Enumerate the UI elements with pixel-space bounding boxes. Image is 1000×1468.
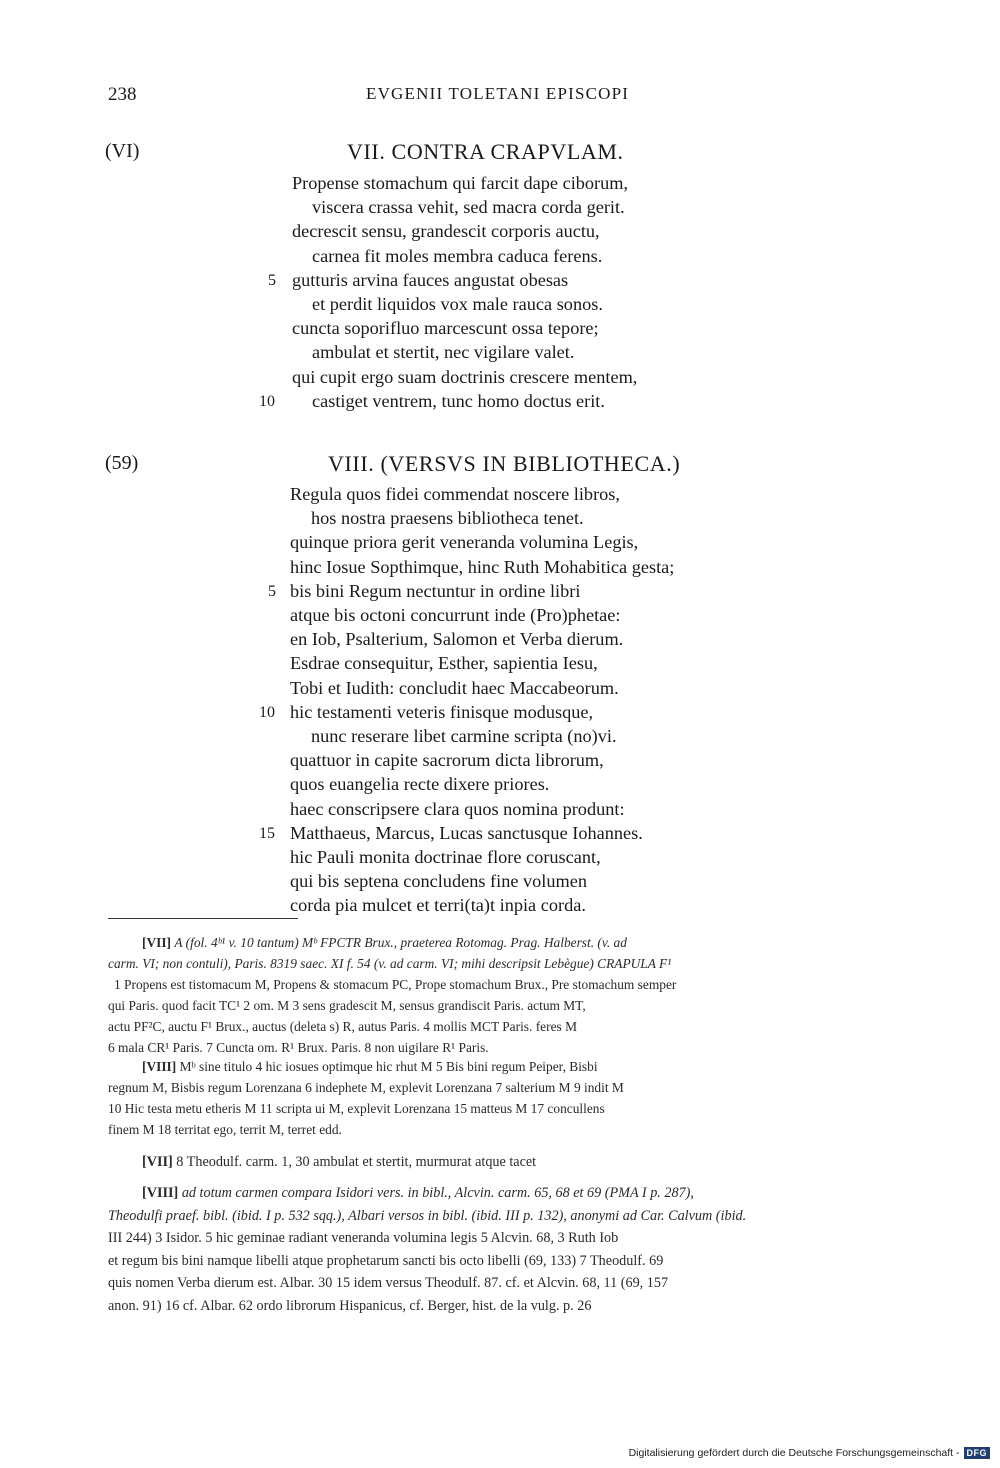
- verse-text: Tobi et Iudith: concludit haec Maccabeorum.: [290, 677, 619, 698]
- verse-text: decrescit sensu, grandescit corporis auctu,: [292, 221, 600, 242]
- verse-viii-line: [311, 726, 617, 747]
- apparatus-line: qui Paris. quod facit TC¹ 2 om. M 3 sens gradescit M, sensus grandiscit Paris. actum MT,: [108, 998, 586, 1013]
- verse-vii-line: [312, 391, 605, 412]
- section-vii-title: VII. CONTRA CRAPVLAM.: [347, 139, 624, 164]
- line-number: 10: [259, 392, 275, 410]
- verse-text: hic Pauli monita doctrinae flore coruscant,: [290, 847, 601, 867]
- testimonia-line: ad totum carmen compara Isidori vers. in bibl., Alcvin. carm. 65, 68 et 69 (PMA I p. 287),: [181, 1185, 694, 1201]
- verse-text: en Iob, Psalterium, Salomon et Verba dierum.: [290, 629, 624, 650]
- testimonia-line: anon. 91) 16 cf. Albar. 62 ordo librorum Hispanicus, cf. Berger, hist. de la vulg. p. 26: [108, 1297, 592, 1314]
- digitization-credit: [629, 1447, 990, 1459]
- verse-viii-line: [290, 750, 604, 771]
- verse-text: Matthaeus, Marcus, Lucas sanctusque Iohannes.: [290, 822, 643, 843]
- verse-text: Propense stomachum qui farcit dape ciborum,: [292, 173, 629, 193]
- verse-text: gutturis arvina fauces angustat obesas: [292, 269, 569, 290]
- verse-text: hinc Iosue Sopthimque, hinc Ruth Mohabitica gesta;: [290, 556, 675, 577]
- verse-viii-line: [290, 847, 601, 868]
- testimonia-line: et regum bis bini namque libelli atque prophetarum sancti bis octo libelli (69, 133) 7 Theodulf. 69: [108, 1252, 664, 1269]
- apparatus-line: 10 Hic testa metu etheris M 11 scripta ui M, explevit Lorenzana 15 matteus M 17 concullens: [108, 1101, 605, 1116]
- apparatus-line: 6 mala CR¹ Paris. 7 Cuncta om. R¹ Brux. Paris. 8 non uigilare R¹ Paris.: [108, 1040, 489, 1055]
- verse-text: bis bini Regum nectuntur in ordine libri: [290, 580, 581, 601]
- verse-viii-line: [290, 532, 638, 553]
- verse-text: hos nostra praesens bibliotheca tenet.: [311, 508, 584, 529]
- testimonia-vii-tag: [VII]: [142, 1154, 173, 1170]
- verse-text: corda pia mulcet et terri(ta)t inpia corda.: [290, 895, 586, 916]
- verse-text: viscera crassa vehit, sed macra corda gerit.: [312, 197, 625, 218]
- verse-vii-line: [312, 197, 625, 218]
- verse-text: ambulat et stertit, nec vigilare valet.: [312, 342, 575, 363]
- verse-viii-line: [290, 605, 620, 626]
- verse-text: cuncta soporifluo marcescunt ossa tepore;: [292, 318, 599, 339]
- verse-text: qui cupit ergo suam doctrinis crescere mentem,: [292, 366, 638, 387]
- apparatus-line: regnum M, Bisbis regum Lorenzana 6 indephete M, explevit Lorenzana 7 salterium M 9 indit M: [108, 1080, 624, 1095]
- verse-viii-line: [290, 774, 549, 795]
- apparatus-vii: [108, 932, 872, 1058]
- verse-text: Esdrae consequitur, Esther, sapientia Iesu,: [290, 653, 598, 674]
- apparatus-line: Mᵇ sine titulo 4 hic iosues optimque hic rhut M 5 Bis bini regum Peiper, Bisbi: [179, 1059, 598, 1074]
- verse-text: haec conscripsere clara quos nomina produnt:: [290, 798, 625, 819]
- testimonia-viii: [108, 1182, 872, 1317]
- testimonia-vii: [108, 1151, 872, 1174]
- verse-text: hic testamenti veteris finisque modusque,: [290, 701, 594, 722]
- digitization-credit-text: Digitalisierung gefördert durch die Deutsche Forschungsgemeinschaft -: [628, 1447, 960, 1459]
- verse-viii-line: [290, 895, 586, 916]
- verse-vii-line: [292, 367, 637, 388]
- verse-text: castiget ventrem, tunc homo doctus erit.: [312, 390, 605, 411]
- verse-viii-line: [290, 799, 625, 820]
- verse-viii-line: [290, 581, 580, 602]
- verse-viii-line: [290, 484, 620, 505]
- line-number: 10: [259, 703, 275, 721]
- verse-text: et perdit liquidos vox male rauca sonos.: [312, 294, 603, 314]
- verse-viii-line: [290, 702, 593, 723]
- section-viii-reference: (59): [105, 452, 139, 474]
- line-number: 5: [268, 271, 276, 289]
- verse-vii-line: [292, 318, 599, 339]
- verse-vii-line: [292, 270, 568, 291]
- apparatus-viii: [108, 1056, 872, 1140]
- section-viii-title: VIII. (VERSVS IN BIBLIOTHECA.): [328, 451, 681, 476]
- verse-viii-line: [311, 508, 584, 529]
- testimonia-line: 8 Theodulf. carm. 1, 30 ambulat et stertit, murmurat atque tacet: [176, 1154, 537, 1170]
- verse-text: quos euangelia recte dixere priores.: [290, 774, 550, 795]
- verse-viii-line: [290, 823, 643, 844]
- apparatus-line: carm. VI; non contuli), Paris. 8319 saec. XI f. 54 (v. ad carm. VI; mihi descripsit Lebègue) CRAPULA F¹: [108, 956, 672, 971]
- page-number: 238: [108, 84, 137, 105]
- verse-text: carnea fit moles membra caduca ferens.: [312, 245, 603, 266]
- testimonia-line: quis nomen Verba dierum est. Albar. 30 15 idem versus Theodulf. 87. cf. et Alcvin. 68, 11 (69, 157: [108, 1275, 669, 1291]
- section-vii-reference: (VI): [105, 140, 140, 162]
- verse-vii-line: [312, 294, 603, 315]
- dfg-logo: DFG: [964, 1447, 991, 1459]
- verse-text: nunc reserare libet carmine scripta (no)vi.: [311, 726, 617, 746]
- apparatus-line: 1 Propens est tistomacum M, Propens & stomacum PC, Prope stomachum Brux., Pre stomachum semper: [114, 977, 677, 992]
- verse-text: Regula quos fidei commendat noscere libros,: [290, 484, 620, 504]
- verse-vii-line: [312, 342, 574, 363]
- apparatus-viii-tag: [VIII]: [142, 1059, 177, 1074]
- verse-text: qui bis septena concludens fine volumen: [290, 871, 587, 892]
- apparatus-line: A (fol. 4ᵇ¹ v. 10 tantum) Mᵇ FPCTR Brux., praeterea Rotomag. Prag. Halberst. (v. ad: [174, 935, 627, 950]
- testimonia-line: III 244) 3 Isidor. 5 hic geminae radiant veneranda volumina legis 5 Alcvin. 68, 3 Ruth Iob: [108, 1230, 619, 1246]
- testimonia-viii-tag: [VIII]: [142, 1185, 179, 1201]
- testimonia-line: Theodulfi praef. bibl. (ibid. I p. 532 sqq.), Albari versos in bibl. (ibid. III p. 132), anonymi ad Car. Calvum (ibid.: [108, 1207, 747, 1224]
- line-number: 15: [259, 824, 275, 842]
- verse-text: atque bis octoni concurrunt inde (Pro)phetae:: [290, 605, 621, 625]
- verse-vii-line: [292, 221, 600, 242]
- verse-vii-line: [312, 246, 602, 267]
- verse-viii-line: [290, 653, 598, 674]
- verse-viii-line: [290, 557, 674, 578]
- verse-viii-line: [290, 678, 619, 699]
- verse-text: quinque priora gerit veneranda volumina Legis,: [290, 532, 639, 553]
- apparatus-line: finem M 18 territat ego, territ M, terret edd.: [108, 1122, 342, 1137]
- footnote-divider: [108, 918, 298, 919]
- verse-text: quattuor in capite sacrorum dicta librorum,: [290, 750, 604, 771]
- running-title: EVGENII TOLETANI EPISCOPI: [366, 84, 630, 103]
- verse-vii-line: [292, 173, 628, 194]
- verse-viii-line: [290, 629, 623, 650]
- line-number: 5: [268, 582, 276, 600]
- apparatus-line: actu PF²C, auctu F¹ Brux., auctus (deleta s) R, autus Paris. 4 mollis MCT Paris. feres M: [108, 1019, 577, 1034]
- apparatus-vii-tag: [VII]: [142, 935, 172, 950]
- verse-viii-line: [290, 871, 587, 892]
